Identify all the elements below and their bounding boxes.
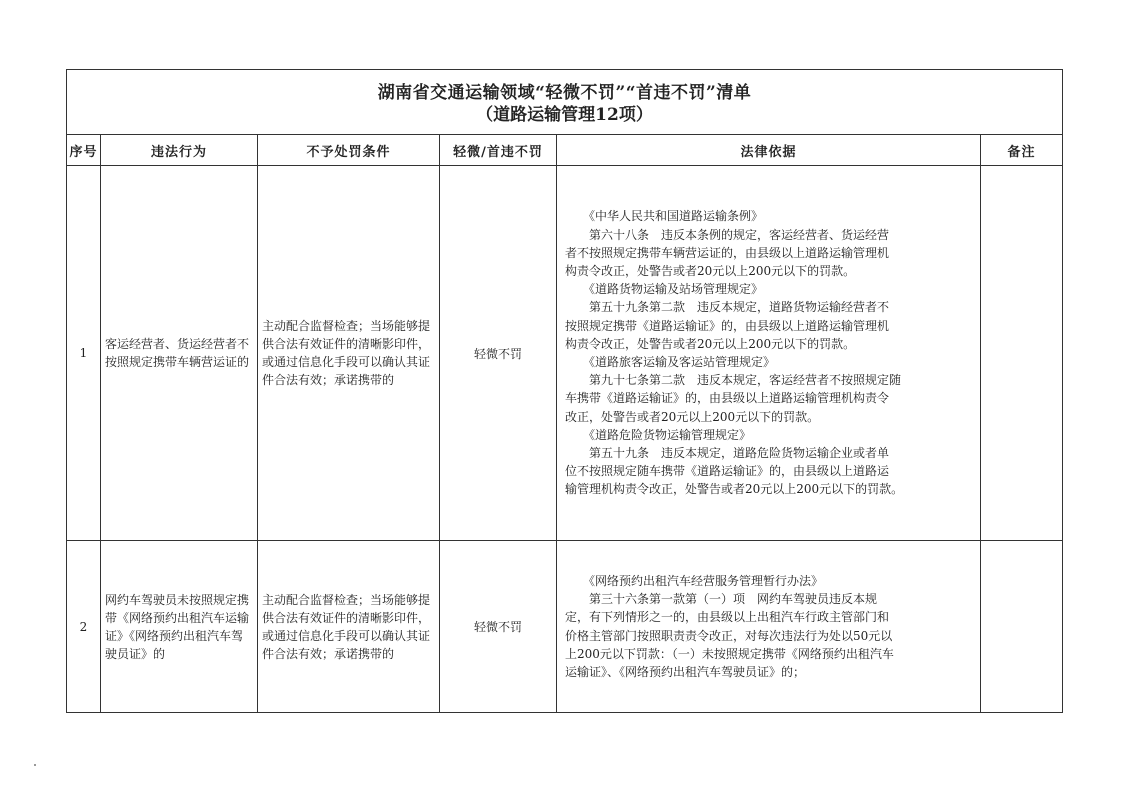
law-text-line: 车携带《道路运输证》的，由县级以上道路运输管理机构责令 [565, 391, 890, 406]
table-row [67, 541, 1063, 713]
header-remarks: 备注 [981, 135, 1063, 166]
header-legal-basis: 法律依据 [557, 135, 981, 166]
law-text-line: 第五十九条第二款 违反本规定，道路货物运输经营者不 [589, 300, 890, 315]
title-line-2: （道路运输管理12项） [476, 105, 653, 125]
law-text-line: 第三十六条第一款第（一）项 网约车驾驶员违反本规 [589, 592, 878, 607]
legal-basis-cell [557, 541, 981, 713]
condition-cell: 主动配合监督检查；当场能够提供合法有效证件的清晰影印件，或通过信息化手段可以确认其证件合法有效；承诺携带的 [258, 541, 440, 713]
law-title-line: 《道路危险货物运输管理规定》 [583, 427, 752, 442]
table-row [67, 166, 1063, 541]
header-no: 序号 [67, 135, 101, 166]
document-sheet [66, 69, 1062, 713]
law-text-line: 输管理机构责令改正，处警告或者20元以上200元以下的罚款。 [565, 482, 904, 497]
penalty-list-table [66, 69, 1063, 713]
law-text-line: 上200元以下罚款：（一）未按照规定携带《网络预约出租汽车 [565, 646, 894, 661]
remarks-cell [981, 541, 1063, 713]
law-text-line: 第九十七条第二款 违反本规定，客运经营者不按照规定随 [589, 373, 902, 388]
type-cell: 轻微不罚 [440, 541, 557, 713]
title-line-1: 湖南省交通运输领域“轻微不罚”“首违不罚”清单 [377, 83, 752, 103]
header-condition: 不予处罚条件 [258, 135, 440, 166]
law-text-line: 定，有下列情形之一的，由县级以上出租汽车行政主管部门和 [565, 610, 890, 625]
law-text-line: 价格主管部门按照职责责令改正，对每次违法行为处以50元以 [565, 628, 893, 643]
law-title-line: 《道路货物运输及站场管理规定》 [583, 282, 764, 297]
violation-cell: 客运经营者、货运经营者不按照规定携带车辆营运证的 [101, 166, 258, 541]
law-text-line: 构责令改正，处警告或者20元以上200元以下的罚款。 [565, 336, 856, 351]
law-text-line: 改正，处警告或者20元以上200元以下的罚款。 [565, 409, 820, 424]
scan-speck [34, 764, 36, 766]
law-text-line: 按照规定携带《道路运输证》的，由县级以上道路运输管理机 [565, 318, 890, 333]
law-title-line: 《道路旅客运输及客运站管理规定》 [583, 355, 776, 369]
document-title [67, 70, 1063, 135]
law-title-line: 《网络预约出租汽车经营服务管理暂行办法》 [583, 573, 824, 588]
legal-basis-cell [557, 166, 981, 541]
row-number: 2 [67, 541, 101, 713]
violation-cell: 网约车驾驶员未按照规定携带《网络预约出租汽车运输证》《网络预约出租汽车驾驶员证》的 [101, 541, 258, 713]
law-text-line: 构责令改正，处警告或者20元以上200元以下的罚款。 [565, 263, 856, 278]
law-text-line: 位不按照规定随车携带《道路运输证》的，由县级以上道路运 [565, 464, 890, 479]
header-violation: 违法行为 [101, 135, 258, 166]
law-title-line: 《中华人民共和国道路运输条例》 [583, 209, 764, 224]
law-text-line: 第五十九条 违反本规定，道路危险货物运输企业或者单 [589, 446, 890, 461]
header-type: 轻微/首违不罚 [440, 135, 557, 166]
law-text-line: 第六十八条 违反本条例的规定，客运经营者、货运经营 [589, 227, 890, 242]
row-number: 1 [67, 166, 101, 541]
table-header-row [67, 135, 1063, 166]
condition-cell: 主动配合监督检查；当场能够提供合法有效证件的清晰影印件，或通过信息化手段可以确认其证件合法有效；承诺携带的 [258, 166, 440, 541]
type-cell: 轻微不罚 [440, 166, 557, 541]
law-text-line: 运输证》、《网络预约出租汽车驾驶员证》的； [565, 664, 806, 679]
law-text-line: 者不按照规定携带车辆营运证的，由县级以上道路运输管理机 [565, 245, 890, 260]
remarks-cell [981, 166, 1063, 541]
